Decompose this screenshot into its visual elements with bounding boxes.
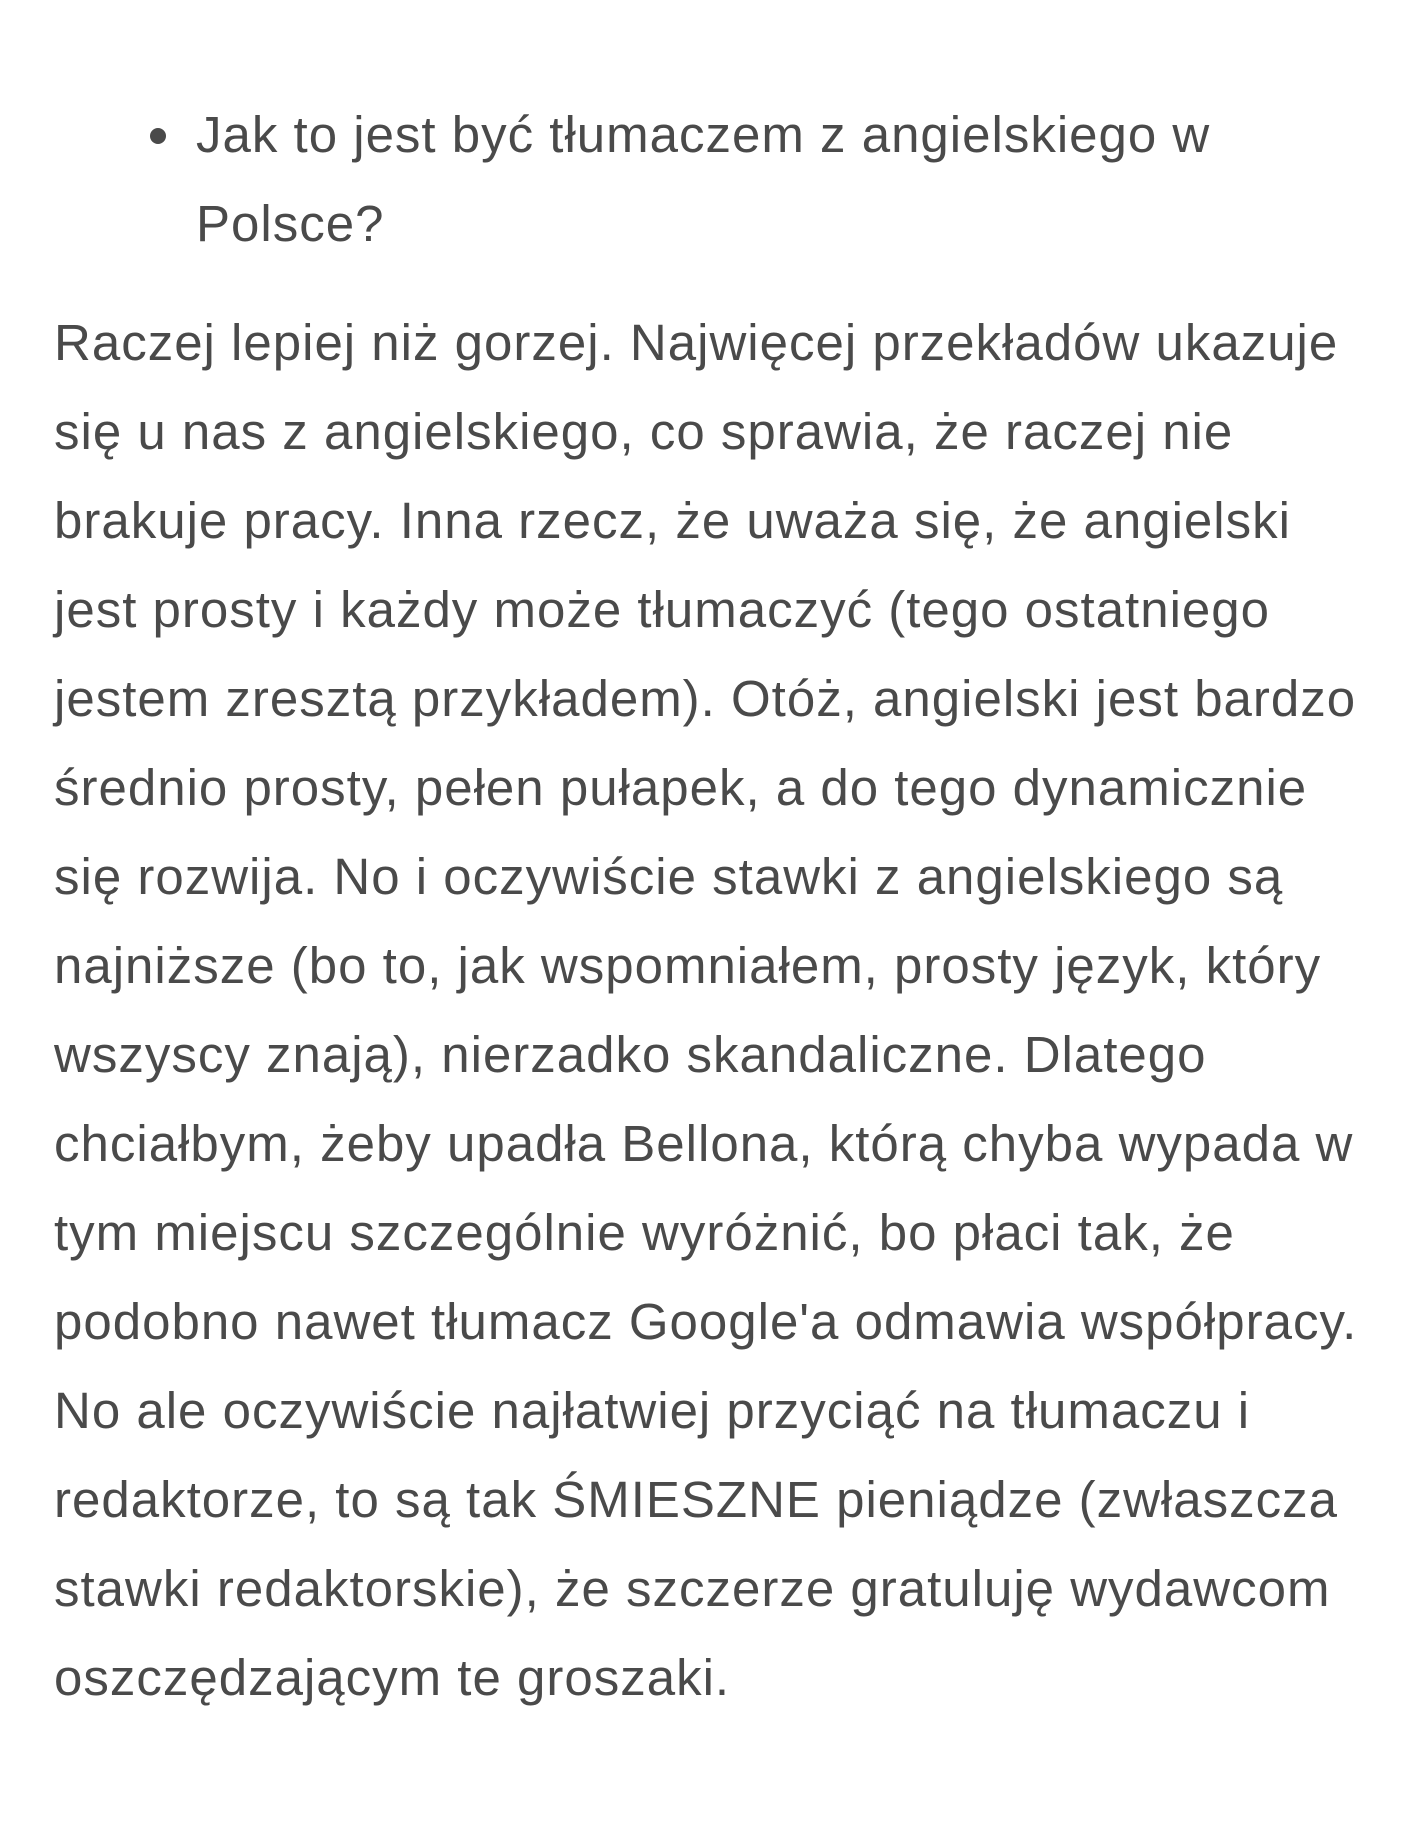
question-list	[54, 90, 1374, 268]
bullet-icon	[150, 128, 166, 144]
article-content	[54, 90, 1374, 1722]
question-text: Jak to jest być tłumaczem z angielskiego w Polsce?	[196, 106, 1211, 252]
answer-paragraph: Raczej lepiej niż gorzej. Najwięcej przekładów ukazuje się u nas z angielskiego, co sprawia, że raczej nie brakuje pracy. Inna rzecz, że uważa się, że angielski jest prosty i każdy może tłumaczyć (tego ostatniego jestem zresztą przykładem). Otóż, angielski jest bardzo średnio prosty, pełen pułapek, a do tego dynamicznie się rozwija. No i oczywiście stawki z angielskiego są najniższe (bo to, jak wspomniałem, prosty język, który wszyscy znają), nierzadko skandaliczne. Dlatego chciałbym, żeby upadła Bellona, którą chyba wypada w tym miejscu szczególnie wyróżnić, bo płaci tak, że podobno nawet tłumacz Google'a odmawia współpracy. No ale oczywiście najłatwiej przyciąć na tłumaczu i redaktorze, to są tak ŚMIESZNE pieniądze (zwłaszcza stawki redaktorskie), że szczerze gratuluję wydawcom oszczędzającym te groszaki.	[54, 314, 1358, 1706]
question-list-item	[54, 90, 1374, 268]
